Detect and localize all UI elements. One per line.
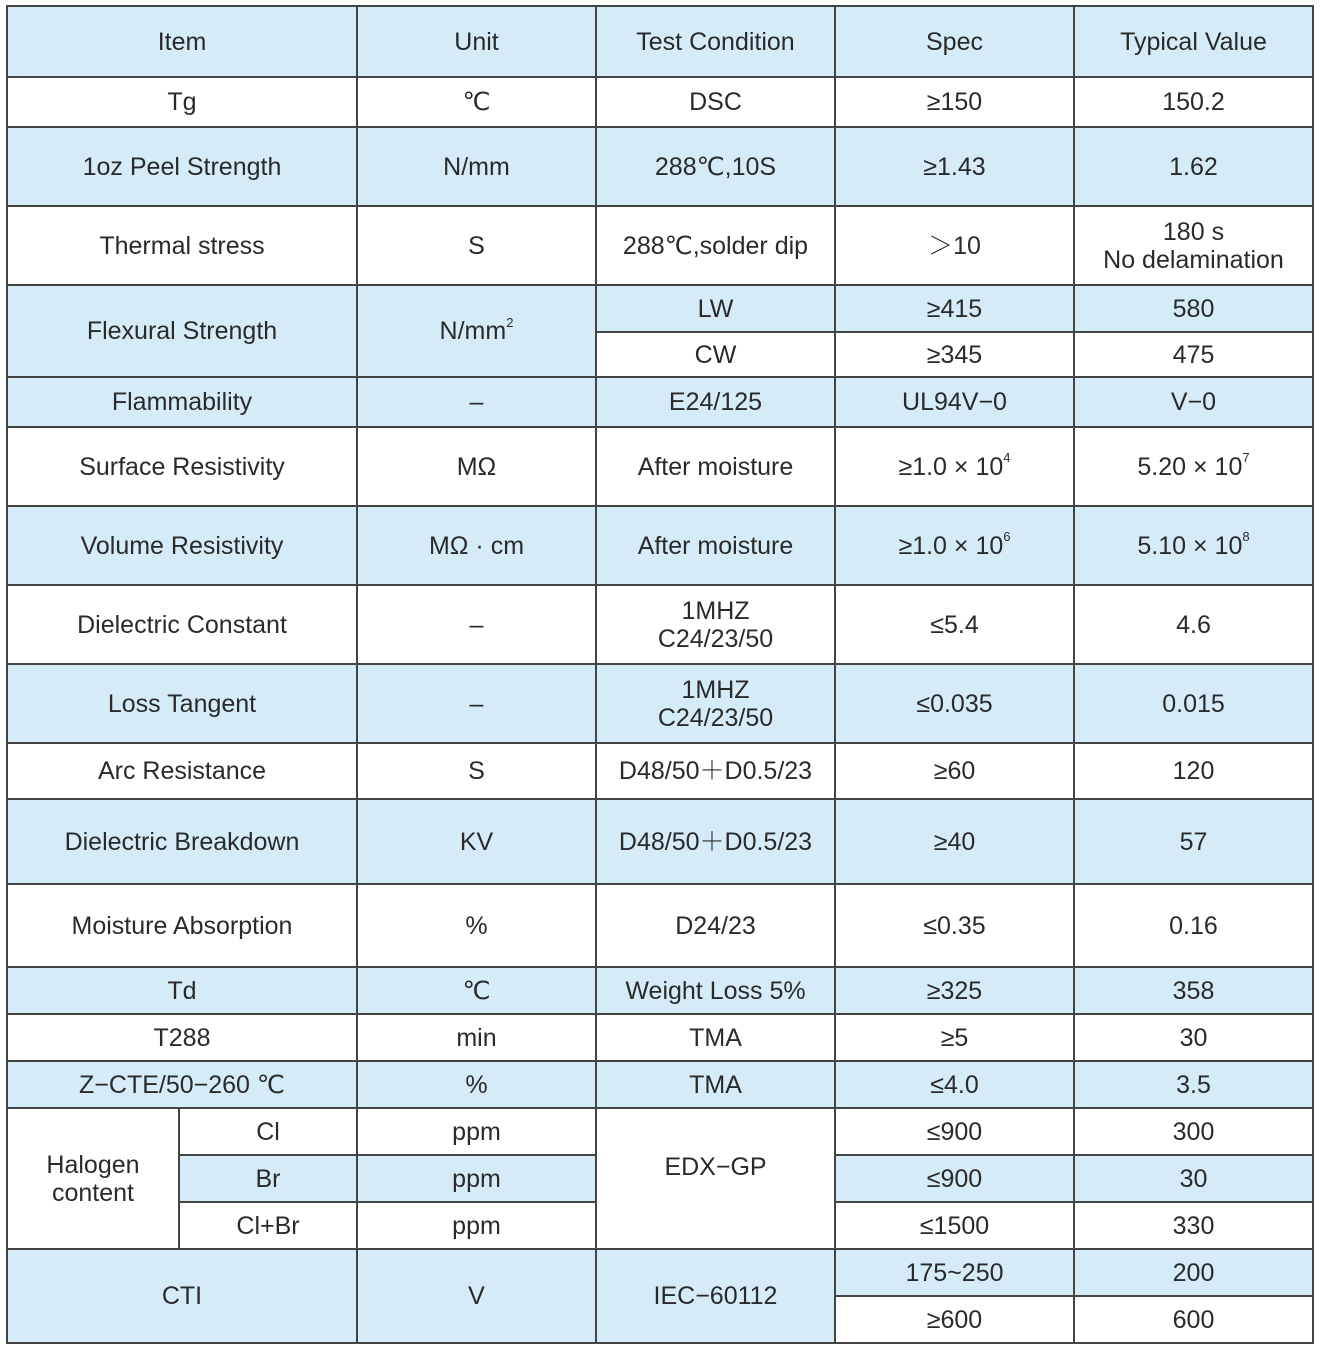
spec-cell: ≥600: [835, 1296, 1074, 1343]
condition-cell: 288℃,10S: [596, 127, 835, 206]
typical-cell: 4.6: [1074, 585, 1313, 664]
unit-cell: MΩ: [357, 427, 596, 506]
item-cell: Loss Tangent: [7, 664, 357, 743]
unit-cell: ppm: [357, 1155, 596, 1202]
unit-cell: –: [357, 585, 596, 664]
spec-cell: ≤5.4: [835, 585, 1074, 664]
spec-cell: ≥40: [835, 799, 1074, 884]
condition-cell: 288℃,solder dip: [596, 206, 835, 285]
table-row: [7, 1014, 1313, 1061]
item-cell: Dielectric Breakdown: [7, 799, 357, 884]
table-row: [7, 799, 1313, 884]
condition-cell: After moisture: [596, 506, 835, 585]
table-row: [7, 427, 1313, 506]
header-item: Item: [7, 6, 357, 77]
condition-cell: After moisture: [596, 427, 835, 506]
item-cell: Dielectric Constant: [7, 585, 357, 664]
condition-cell: TMA: [596, 1014, 835, 1061]
header-spec: Spec: [835, 6, 1074, 77]
halogen-element-cell: Cl+Br: [179, 1202, 357, 1249]
unit-cell: –: [357, 377, 596, 427]
unit-text: N/mm: [439, 317, 507, 345]
unit-cell: %: [357, 884, 596, 967]
condition-cell: 1MHZ C24/23/50: [596, 664, 835, 743]
unit-cell: S: [357, 743, 596, 799]
halogen-element-cell: Br: [179, 1155, 357, 1202]
spec-cell: ≥345: [835, 332, 1074, 377]
typical-cell: 475: [1074, 332, 1313, 377]
spec-cell: 175~250: [835, 1249, 1074, 1296]
unit-cell: ppm: [357, 1202, 596, 1249]
item-cell: Thermal stress: [7, 206, 357, 285]
item-cell: Z−CTE/50−260 ℃: [7, 1061, 357, 1108]
unit-cell: –: [357, 664, 596, 743]
unit-exponent: 2: [506, 314, 514, 330]
header-row: [7, 6, 1313, 77]
condition-cell: TMA: [596, 1061, 835, 1108]
table-row: [7, 377, 1313, 427]
spec-cell: ≥5: [835, 1014, 1074, 1061]
typical-cell: 0.16: [1074, 884, 1313, 967]
typical-exponent: 7: [1242, 450, 1250, 466]
item-cell: T288: [7, 1014, 357, 1061]
condition-cell: D24/23: [596, 884, 835, 967]
spec-cell: ≥1.43: [835, 127, 1074, 206]
unit-cell: ppm: [357, 1108, 596, 1155]
spec-text: ≥1.0 × 10: [898, 531, 1004, 560]
unit-cell: min: [357, 1014, 596, 1061]
condition-cell: D48/50＋D0.5/23: [596, 743, 835, 799]
spec-exponent: 6: [1003, 529, 1011, 545]
item-cell: Tg: [7, 77, 357, 127]
condition-cell: IEC−60112: [596, 1249, 835, 1343]
typical-cell: [1074, 427, 1313, 506]
spec-cell: ＞10: [835, 206, 1074, 285]
spec-exponent: 4: [1003, 450, 1011, 466]
typical-cell: 30: [1074, 1014, 1313, 1061]
unit-cell: [357, 285, 596, 377]
table-row: [7, 884, 1313, 967]
typical-cell: 57: [1074, 799, 1313, 884]
unit-cell: ℃: [357, 967, 596, 1014]
unit-cell: %: [357, 1061, 596, 1108]
spec-text: ≥1.0 × 10: [898, 452, 1004, 481]
condition-cell: DSC: [596, 77, 835, 127]
table-row: [7, 206, 1313, 285]
unit-cell: V: [357, 1249, 596, 1343]
spec-cell: [835, 427, 1074, 506]
item-cell: Flammability: [7, 377, 357, 427]
table-row: [7, 664, 1313, 743]
typical-cell: 120: [1074, 743, 1313, 799]
table-row: [7, 1061, 1313, 1108]
spec-cell: ≤900: [835, 1108, 1074, 1155]
spec-cell: [835, 506, 1074, 585]
typical-cell: 300: [1074, 1108, 1313, 1155]
table-row: [7, 585, 1313, 664]
condition-cell: LW: [596, 285, 835, 332]
typical-text: 5.10 × 10: [1137, 531, 1243, 560]
condition-cell: CW: [596, 332, 835, 377]
spec-cell: ≥60: [835, 743, 1074, 799]
table-row: [7, 285, 1313, 332]
spec-cell: ≤0.35: [835, 884, 1074, 967]
typical-cell: 358: [1074, 967, 1313, 1014]
typical-cell: 3.5: [1074, 1061, 1313, 1108]
condition-cell: E24/125: [596, 377, 835, 427]
spec-cell: ≥415: [835, 285, 1074, 332]
item-cell: CTI: [7, 1249, 357, 1343]
typical-cell: 1.62: [1074, 127, 1313, 206]
typical-cell: 600: [1074, 1296, 1313, 1343]
table-row: [7, 1108, 1313, 1155]
halogen-element-cell: Cl: [179, 1108, 357, 1155]
unit-cell: KV: [357, 799, 596, 884]
typical-cell: 200: [1074, 1249, 1313, 1296]
typical-cell: 150.2: [1074, 77, 1313, 127]
table-row: [7, 127, 1313, 206]
item-cell: Arc Resistance: [7, 743, 357, 799]
spec-cell: ≥150: [835, 77, 1074, 127]
spec-cell: ≥325: [835, 967, 1074, 1014]
properties-table: [6, 5, 1314, 1344]
table-row: [7, 1249, 1313, 1296]
unit-cell: S: [357, 206, 596, 285]
header-unit: Unit: [357, 6, 596, 77]
unit-cell: N/mm: [357, 127, 596, 206]
condition-cell: 1MHZ C24/23/50: [596, 585, 835, 664]
item-cell: Volume Resistivity: [7, 506, 357, 585]
header-typical-value: Typical Value: [1074, 6, 1313, 77]
typical-exponent: 8: [1242, 529, 1250, 545]
item-cell: 1oz Peel Strength: [7, 127, 357, 206]
table-row: [7, 77, 1313, 127]
spec-cell: ≤1500: [835, 1202, 1074, 1249]
halogen-item-cell: Halogen content: [7, 1108, 179, 1249]
typical-text: 5.20 × 10: [1137, 452, 1243, 481]
typical-cell: 180 s No delamination: [1074, 206, 1313, 285]
header-test-condition: Test Condition: [596, 6, 835, 77]
spec-cell: ≤900: [835, 1155, 1074, 1202]
spec-cell: ≤0.035: [835, 664, 1074, 743]
typical-cell: 330: [1074, 1202, 1313, 1249]
typical-cell: 580: [1074, 285, 1313, 332]
unit-cell: ℃: [357, 77, 596, 127]
table-row: [7, 743, 1313, 799]
typical-cell: 30: [1074, 1155, 1313, 1202]
condition-cell: Weight Loss 5%: [596, 967, 835, 1014]
item-cell: Td: [7, 967, 357, 1014]
condition-cell: EDX−GP: [596, 1108, 835, 1249]
item-cell: Surface Resistivity: [7, 427, 357, 506]
item-cell: Flexural Strength: [7, 285, 357, 377]
item-cell: Moisture Absorption: [7, 884, 357, 967]
typical-cell: V−0: [1074, 377, 1313, 427]
unit-cell: MΩ · cm: [357, 506, 596, 585]
table-row: [7, 506, 1313, 585]
condition-cell: D48/50＋D0.5/23: [596, 799, 835, 884]
typical-cell: [1074, 506, 1313, 585]
table-row: [7, 967, 1313, 1014]
spec-cell: UL94V−0: [835, 377, 1074, 427]
spec-cell: ≤4.0: [835, 1061, 1074, 1108]
typical-cell: 0.015: [1074, 664, 1313, 743]
